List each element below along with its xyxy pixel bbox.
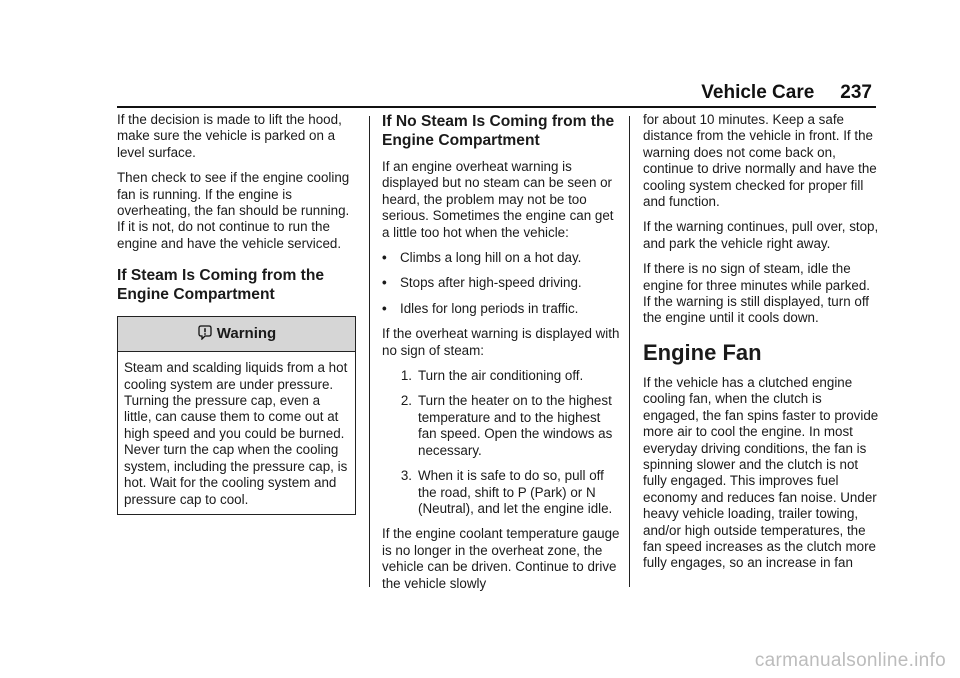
list-item-text: Turn the heater on to the highest temperature and to the highest fan speed. Open the windows as necessary. [418,393,613,458]
column-2 [382,112,620,601]
bullet-list [382,250,620,317]
list-item [382,368,620,384]
list-item-text: When it is safe to do so, pull off the road, shift to P (Park) or N (Neutral), and let the engine idle. [418,468,613,516]
list-item-text: Turn the air conditioning off. [418,368,584,384]
bullet-marker: • [382,250,387,266]
bullet-marker: • [382,275,387,291]
warning-header [118,317,355,352]
list-item-text: Climbs a long hill on a hot day. [400,250,582,266]
column-3 [643,112,879,581]
section-heading: If Steam Is Coming from the Engine Compartment [117,267,325,304]
paragraph: If the warning continues, pull over, stop, and park the vehicle right away. [643,219,879,251]
header-rule [117,106,876,108]
step-number: 3. [400,468,412,484]
paragraph: If there is no sign of steam, idle the engine for three minutes while parked. If the warning is still displayed, turn off the engine until it cools down. [643,261,871,326]
paragraph: If the overheat warning is displayed with no sign of steam: [382,326,620,358]
list-item [382,301,620,317]
paragraph: If the vehicle has a clutched engine cooling fan, when the clutch is engaged, the fan spins faster to provide more air to cool the engine. In most everyday driving conditions, the fan is spinning slower and the clutch is not fully engaged. This improves fuel economy and reduces fan noise. Under heavy vehicle loading, trailer towing, and/or high outside temperatures, the fan speed increases as the clutch more fully engages, so an increase in fan [643,374,879,571]
watermark: carmanualsonline.info [754,650,946,671]
section-title: Vehicle Care [701,82,815,103]
paragraph: for about 10 minutes. Keep a safe distance from the vehicle in front. If the warning does not come back on, continue to drive normally and have the cooling system checked for proper fill and function. [643,112,877,210]
paragraph: If an engine overheat warning is displayed but no steam can be seen or heard, the problem may not be too serious. Sometimes the engine can get a little too hot when the vehicle: [382,159,614,240]
warning-body [118,352,355,514]
warning-text: Steam and scalding liquids from a hot cooling system are under pressure. Turning the pressure cap, even a little, can cause them to come out at high speed and you could be burned. Never turn the cap when the cooling system, including the pressure cap, is hot. Wait for the cooling system and pressure cap to cool. [124,360,348,507]
bullet-marker: • [382,300,387,316]
page-header [701,82,872,104]
section-heading-large: Engine Fan [643,339,762,365]
column-divider-2 [629,116,630,587]
section-heading: If No Steam Is Coming from the Engine Compartment [382,113,615,149]
list-item-text: Stops after high-speed driving. [400,275,582,291]
list-item [382,393,620,459]
list-item-text: Idles for long periods in traffic. [400,300,579,316]
warning-box [117,316,356,515]
column-divider-1 [369,116,370,587]
list-item [382,250,620,266]
warning-triangle-icon [197,324,213,340]
list-item [382,275,620,291]
column-1 [117,112,357,515]
paragraph: If the engine coolant temperature gauge is no longer in the overheat zone, the vehicle can be driven. Continue to drive the vehicle slowly [382,526,620,591]
list-item [382,468,620,517]
step-number: 1. [400,368,412,384]
numbered-list [382,368,620,517]
step-number: 2. [400,393,412,409]
warning-title: Warning [216,325,277,343]
paragraph: If the decision is made to lift the hood, make sure the vehicle is parked on a level surface. [117,112,342,160]
paragraph: Then check to see if the engine cooling fan is running. If the engine is overheating, the fan should be running. If it is not, do not continue to run the engine and have the vehicle serviced. [117,170,350,251]
page-number: 237 [840,82,872,103]
